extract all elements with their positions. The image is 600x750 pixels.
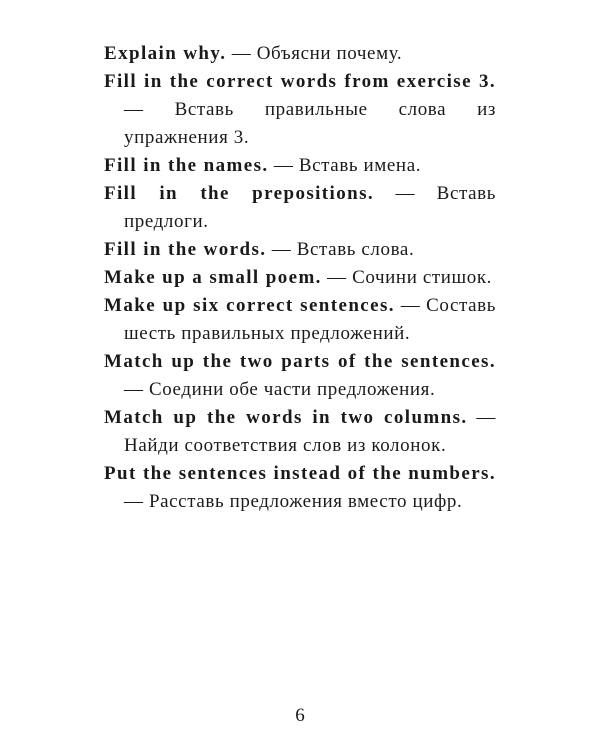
entry-english: Match up the words in two columns. bbox=[104, 407, 468, 428]
entry-fill-names bbox=[104, 152, 496, 180]
entry-put-sentences bbox=[104, 460, 496, 516]
entry-english: Match up the two parts of the sentences. bbox=[104, 351, 496, 372]
entry-russian: — Вставь правильные слова из упражнения 3. bbox=[124, 99, 496, 148]
entry-english: Make up a small poem. bbox=[104, 267, 322, 288]
entry-english: Put the sentences instead of the numbers. bbox=[104, 463, 496, 484]
entry-russian: — Сочини стишок. bbox=[321, 267, 493, 288]
entry-russian: — Найди соответствия слов из колонок. bbox=[124, 407, 496, 456]
entry-english: Fill in the words. bbox=[104, 239, 267, 260]
page-number: 6 bbox=[295, 705, 305, 726]
entry-russian: — Объясни почему. bbox=[226, 43, 403, 64]
entry-fill-correct-words bbox=[104, 68, 496, 152]
entry-fill-words bbox=[104, 236, 496, 264]
entry-russian: — Вставь слова. bbox=[266, 239, 415, 260]
entry-english: Fill in the correct words from exercise 3. bbox=[104, 71, 496, 92]
entry-explain-why bbox=[104, 40, 496, 68]
entry-small-poem bbox=[104, 264, 496, 292]
instruction-list bbox=[104, 40, 496, 516]
entry-english: Make up six correct sentences. bbox=[104, 295, 395, 316]
entry-match-parts bbox=[104, 348, 496, 404]
entry-russian: — Вставь имена. bbox=[268, 155, 422, 176]
entry-russian: — Соедини обе части предложения. bbox=[124, 379, 436, 400]
entry-english: Fill in the names. bbox=[104, 155, 269, 176]
entry-english: Fill in the prepositions. bbox=[104, 183, 375, 204]
entry-russian: — Составь шесть правильных предложений. bbox=[124, 295, 497, 344]
entry-six-sentences bbox=[104, 292, 496, 348]
entry-russian: — Вставь предлоги. bbox=[124, 183, 496, 232]
entry-russian: — Расставь предложения вместо цифр. bbox=[124, 491, 463, 512]
entry-english: Explain why. bbox=[104, 43, 227, 64]
entry-fill-prepositions bbox=[104, 180, 496, 236]
entry-match-words bbox=[104, 404, 496, 460]
